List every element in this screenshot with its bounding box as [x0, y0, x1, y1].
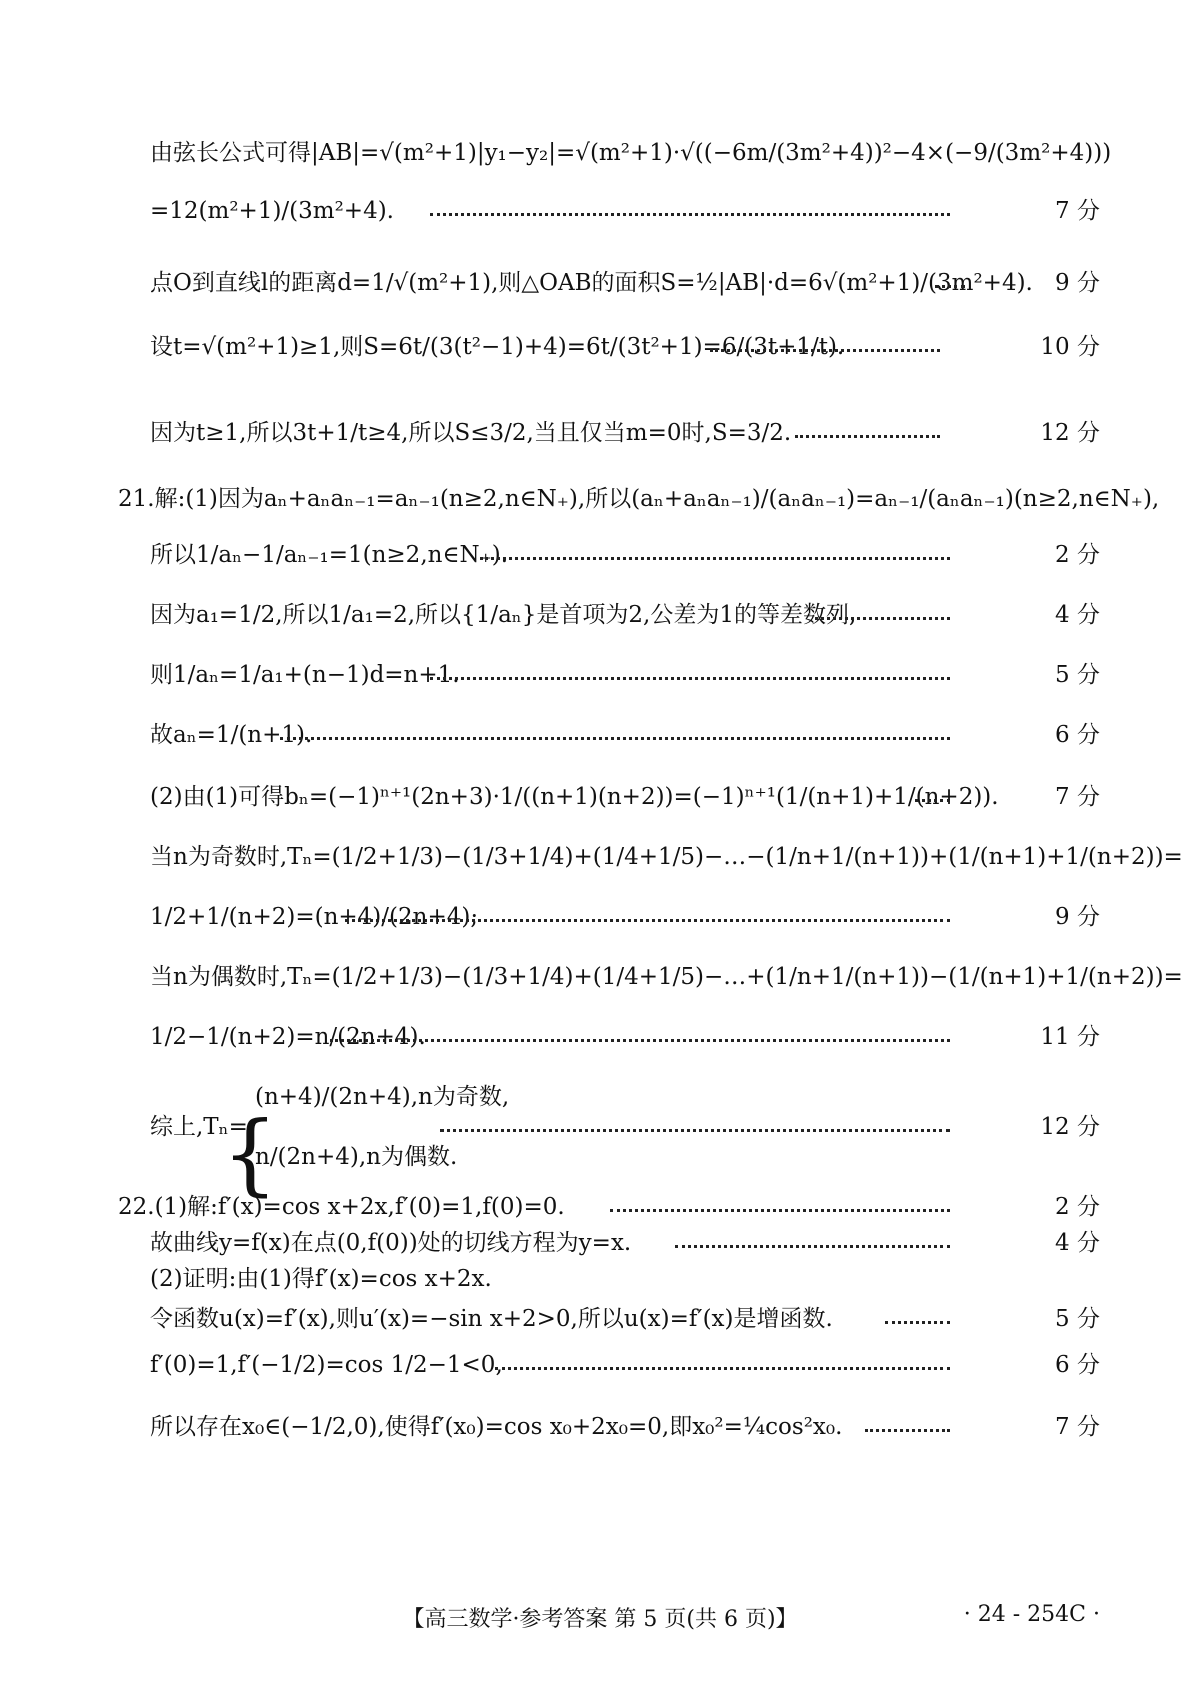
- score-mark: 5 分: [1055, 1306, 1100, 1332]
- line-even-result: 1/2−1/(n+2)=n/(2n+4).: [150, 1024, 426, 1050]
- dot-leader: [885, 1318, 950, 1324]
- score-mark: 7 分: [1055, 198, 1100, 224]
- score-mark: 2 分: [1055, 1194, 1100, 1220]
- dot-leader: [345, 916, 950, 922]
- score-mark: 2 分: [1055, 542, 1100, 568]
- line-chord-length: 由弦长公式可得|AB|=√(m²+1)|y₁−y₂|=√(m²+1)·√((−6m/(3m²+4))²−4×(−9/(3m²+4))): [150, 140, 1112, 166]
- line-proof-start: (2)证明:由(1)得f′(x)=cos x+2x.: [150, 1266, 492, 1292]
- score-mark: 9 分: [1055, 270, 1100, 296]
- line-general-term-recip: 则1/aₙ=1/a₁+(n−1)d=n+1.: [150, 662, 460, 688]
- dot-leader: [495, 1364, 950, 1370]
- dot-leader: [815, 614, 950, 620]
- line-general-term: 故aₙ=1/(n+1).: [150, 722, 313, 748]
- dot-leader: [430, 674, 950, 680]
- line-even-case: 当n为偶数时,Tₙ=(1/2+1/3)−(1/3+1/4)+(1/4+1/5)−…+(1/n+1/(n+1))−(1/(n+1)+1/(n+2))=: [150, 964, 1183, 990]
- brace-symbol: {: [222, 1102, 278, 1205]
- line-ab-result: =12(m²+1)/(3m²+4).: [150, 198, 394, 224]
- score-mark: 4 分: [1055, 1230, 1100, 1256]
- line-odd-case: 当n为奇数时,Tₙ=(1/2+1/3)−(1/3+1/4)+(1/4+1/5)−…−(1/n+1/(n+1))+(1/(n+1)+1/(n+2))=: [150, 844, 1183, 870]
- line-q22-start: 22.(1)解:f′(x)=cos x+2x,f′(0)=1,f(0)=0.: [118, 1194, 565, 1220]
- dot-leader: [610, 1206, 950, 1212]
- line-increasing: 令函数u(x)=f′(x),则u′(x)=−sin x+2>0,所以u(x)=f′(x)是增函数.: [150, 1306, 833, 1332]
- dot-leader: [330, 1036, 950, 1042]
- page-footer: 【高三数学·参考答案 第 5 页(共 6 页)】: [402, 1607, 798, 1632]
- line-inequality: 因为t≥1,所以3t+1/t≥4,所以S≤3/2,当且仅当m=0时,S=3/2.: [150, 420, 792, 446]
- score-mark: 7 分: [1055, 784, 1100, 810]
- line-arith-seq: 因为a₁=1/2,所以1/a₁=2,所以{1/aₙ}是首项为2,公差为1的等差数列,: [150, 602, 857, 628]
- score-mark: 4 分: [1055, 602, 1100, 628]
- line-summary-label: 综上,Tₙ=: [150, 1114, 248, 1140]
- score-mark: 10 分: [1040, 334, 1100, 360]
- line-summary-odd: (n+4)/(2n+4),n为奇数,: [255, 1084, 510, 1110]
- score-mark: 5 分: [1055, 662, 1100, 688]
- dot-leader: [430, 210, 950, 216]
- dot-leader: [480, 554, 950, 560]
- line-reciprocal-diff: 所以1/aₙ−1/aₙ₋₁=1(n≥2,n∈N₊).: [150, 542, 509, 568]
- score-mark: 9 分: [1055, 904, 1100, 930]
- dot-leader: [280, 734, 950, 740]
- dot-leader: [710, 346, 940, 352]
- line-sign-check: f′(0)=1,f′(−1/2)=cos 1/2−1<0,: [150, 1352, 503, 1378]
- score-mark: 6 分: [1055, 722, 1100, 748]
- line-summary-even: n/(2n+4),n为偶数.: [255, 1144, 458, 1170]
- line-distance-area: 点O到直线l的距离d=1/√(m²+1),则△OAB的面积S=½|AB|·d=6√(m²+1)/(3m²+4).: [150, 270, 1033, 296]
- line-odd-result: 1/2+1/(n+2)=(n+4)/(2n+4);: [150, 904, 479, 930]
- page-code: · 24 - 254C ·: [963, 1602, 1100, 1627]
- line-q21-start: 21.解:(1)因为aₙ+aₙaₙ₋₁=aₙ₋₁(n≥2,n∈N₊),所以(aₙ+aₙaₙ₋₁)/(aₙaₙ₋₁)=aₙ₋₁/(aₙaₙ₋₁)(n≥2,n∈N₊),: [118, 486, 1160, 512]
- dot-leader: [865, 1426, 950, 1432]
- score-mark: 12 分: [1040, 1114, 1100, 1140]
- score-mark: 12 分: [1040, 420, 1100, 446]
- dot-leader: [795, 432, 940, 438]
- dot-leader: [915, 796, 950, 802]
- dot-leader: [935, 282, 965, 288]
- score-mark: 11 分: [1040, 1024, 1100, 1050]
- score-mark: 7 分: [1055, 1414, 1100, 1440]
- score-mark: 6 分: [1055, 1352, 1100, 1378]
- dot-leader: [440, 1126, 950, 1132]
- line-existence: 所以存在x₀∈(−1/2,0),使得f′(x₀)=cos x₀+2x₀=0,即x₀²=¼cos²x₀.: [150, 1414, 843, 1440]
- line-bn: (2)由(1)可得bₙ=(−1)ⁿ⁺¹(2n+3)·1/((n+1)(n+2))=(−1)ⁿ⁺¹(1/(n+1)+1/(n+2)).: [150, 784, 999, 810]
- line-substitution: 设t=√(m²+1)≥1,则S=6t/(3(t²−1)+4)=6t/(3t²+1)=6/(3t+1/t).: [150, 334, 845, 360]
- dot-leader: [675, 1242, 950, 1248]
- line-tangent: 故曲线y=f(x)在点(0,f(0))处的切线方程为y=x.: [150, 1230, 632, 1256]
